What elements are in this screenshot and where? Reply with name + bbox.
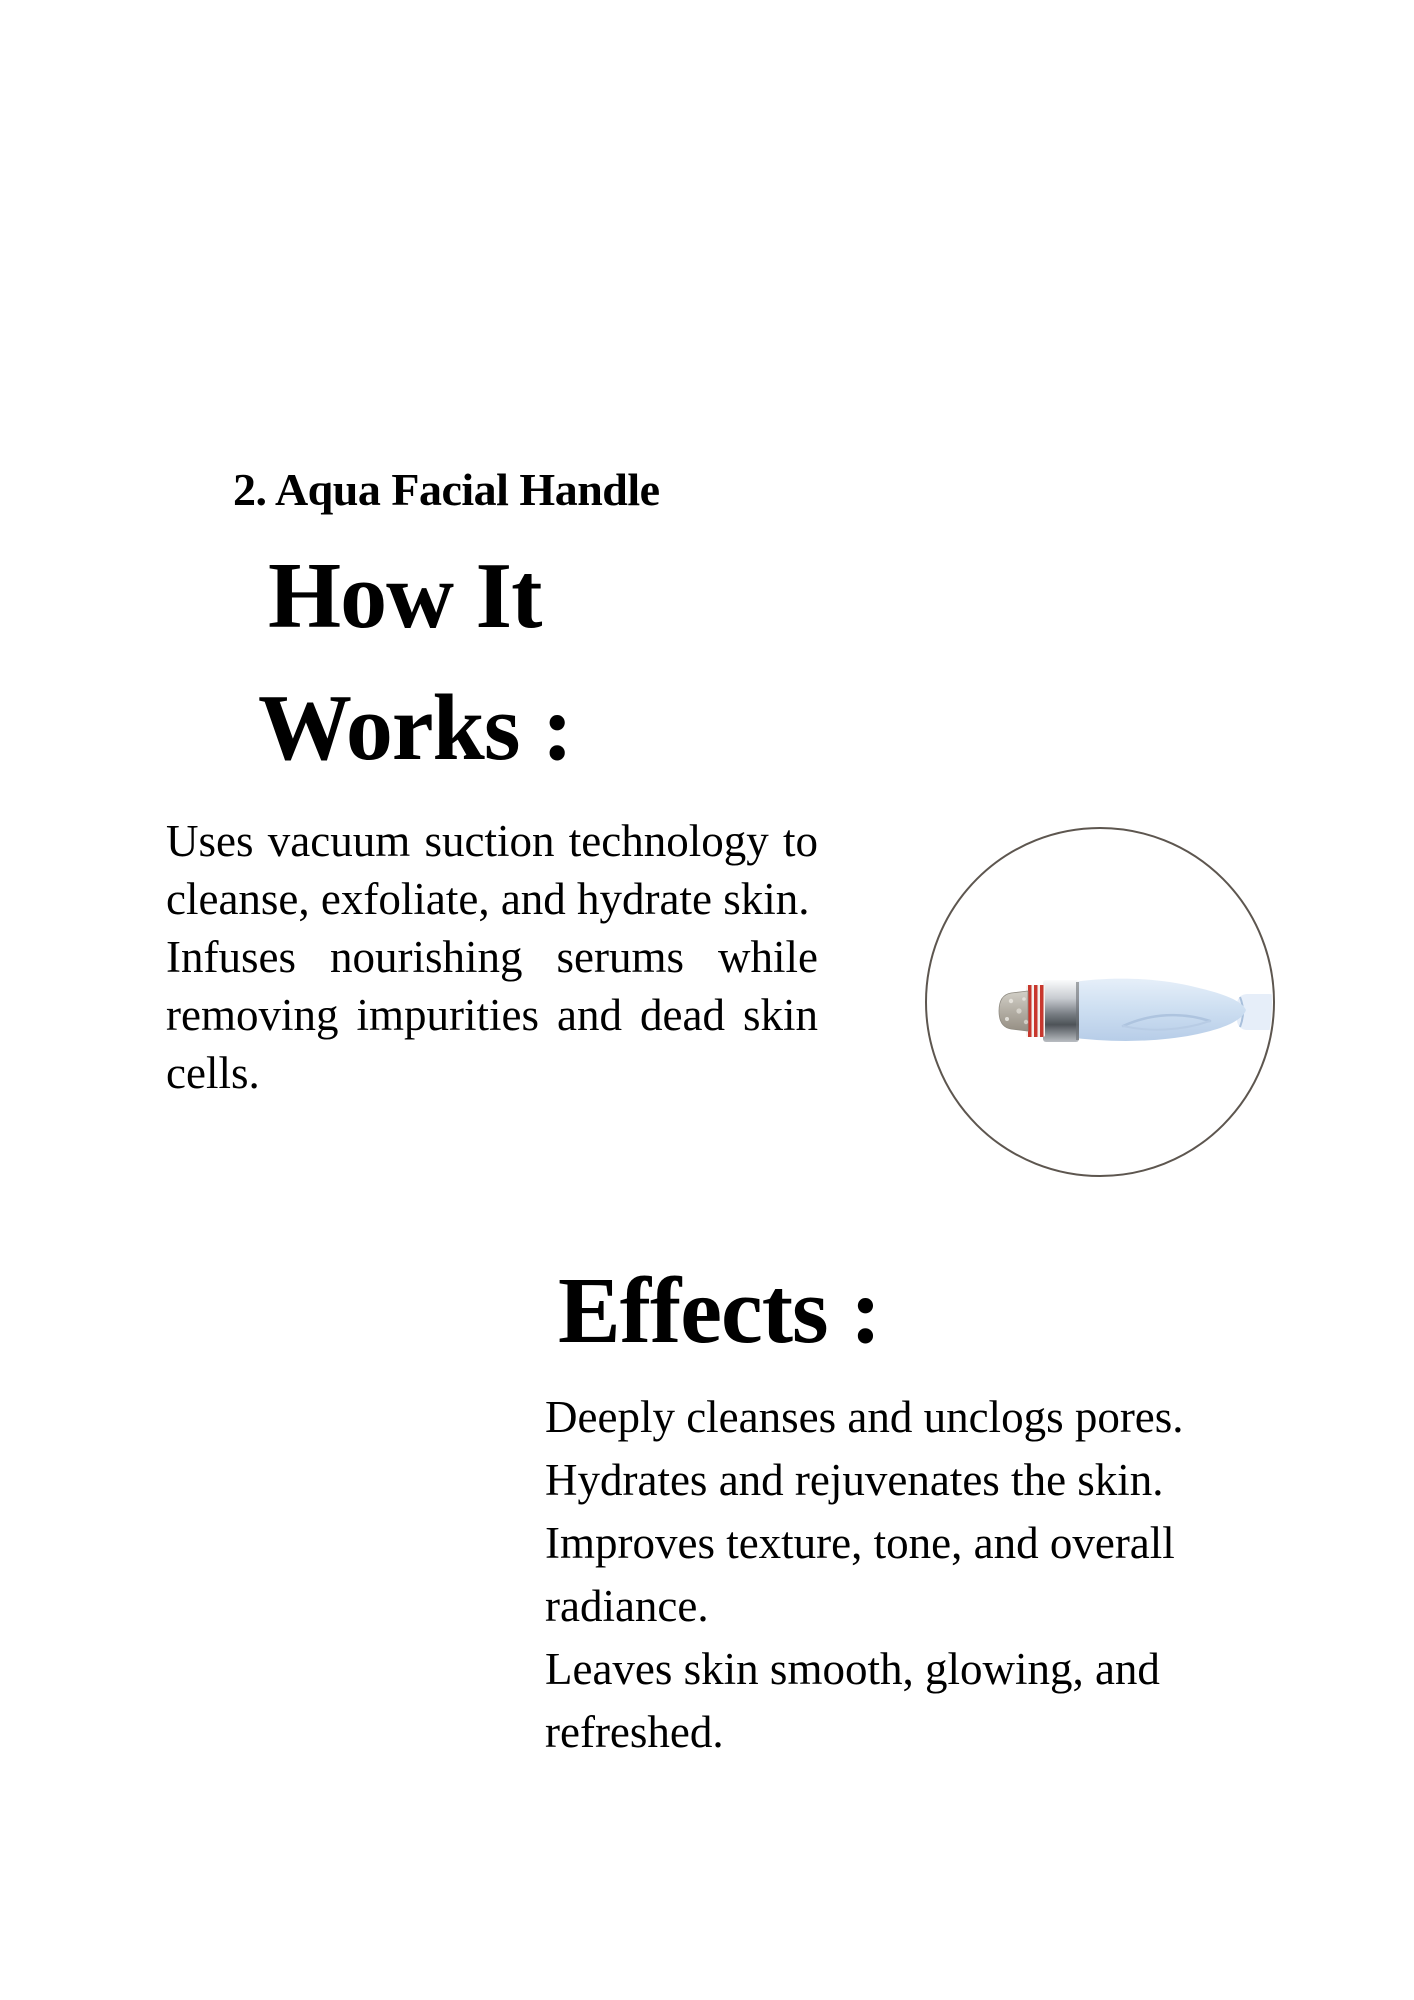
- how-it-works-paragraph: [166, 812, 818, 1102]
- effects-line: Hydrates and rejuvenates the skin.: [545, 1455, 1164, 1505]
- how-it-works-heading-line1: How It: [268, 544, 542, 648]
- how-it-works-body-line: Uses vacuum suction technology to: [166, 816, 818, 866]
- aqua-facial-handle-photo-icon: [927, 829, 1273, 1175]
- effects-line: Leaves skin smooth, glowing, and: [545, 1644, 1160, 1694]
- effects-line: Improves texture, tone, and overall: [545, 1518, 1175, 1568]
- effects-line: refreshed.: [545, 1707, 724, 1757]
- how-it-works-body-line: cells.: [166, 1048, 260, 1098]
- how-it-works-body-line: removing impurities and dead skin: [166, 990, 818, 1040]
- effects-line: Deeply cleanses and unclogs pores.: [545, 1392, 1184, 1442]
- device-photo-circle: [925, 827, 1275, 1177]
- section-label: 2. Aqua Facial Handle: [233, 464, 660, 515]
- effects-line: radiance.: [545, 1581, 709, 1631]
- how-it-works-heading: [258, 530, 572, 794]
- how-it-works-body-line: cleanse, exfoliate, and hydrate skin.: [166, 874, 810, 924]
- effects-heading: Effects :: [558, 1259, 881, 1363]
- how-it-works-body-line: Infuses nourishing serums while: [166, 932, 818, 982]
- how-it-works-heading-line2: Works :: [258, 676, 573, 780]
- effects-list: [545, 1386, 1184, 1764]
